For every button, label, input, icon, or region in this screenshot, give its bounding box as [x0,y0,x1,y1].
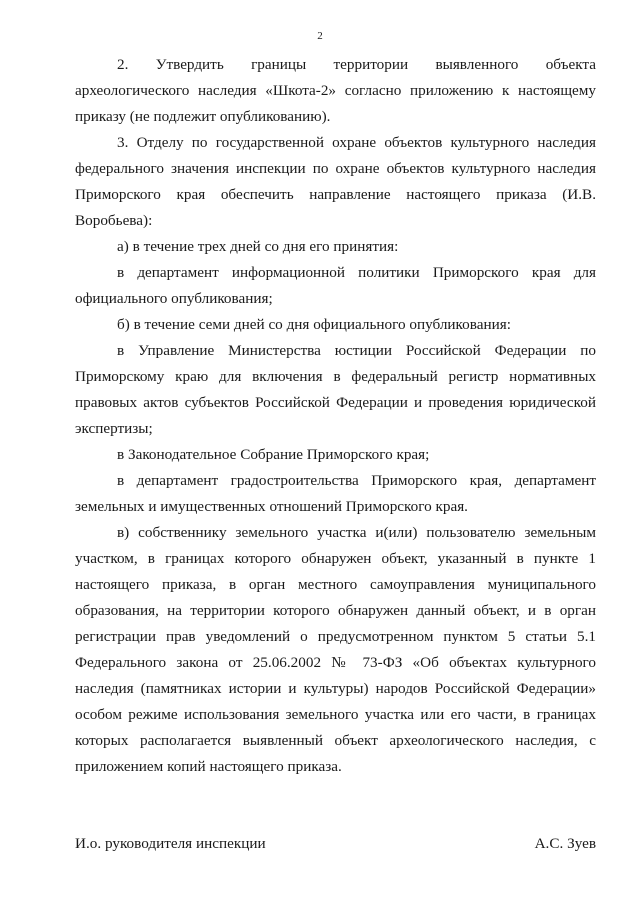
signatory-position: И.о. руководителя инспекции [75,835,266,852]
signature-block [75,831,596,857]
paragraph-item-2-borders: 2. Утвердить границы территории выявленного объекта археологического наследия «Шкота-2» согласно приложению к настоящему приказу (не подлежит опубликованию). [75,56,596,125]
paragraph-urban-planning: в департамент градостроительства Приморского края, департамент земельных и имущественных отношений Приморского края. [75,472,596,515]
signatory-name: А.С. Зуев [534,835,596,852]
document-body [75,52,596,780]
paragraph-info-policy: в департамент информационной политики Приморского края для официального опубликования; [75,264,596,307]
paragraph-subitem-a: а) в течение трех дней со дня его принятия: [117,238,399,255]
page-number: 2 [317,30,323,42]
paragraph-ministry-justice: в Управление Министерства юстиции Российской Федерации по Приморскому краю для включения в федеральный регистр нормативных правовых актов субъектов Российской Федерации и проведения юридической экспертизы; [75,342,596,437]
paragraph-legislative-assembly: в Законодательное Собрание Приморского края; [117,446,430,463]
paragraph-subitem-v: в) собственнику земельного участка и(или) пользователю земельным участком, в границах которого обнаружен объект, указанный в пункте 1 настоящего приказа, в орган местного самоуправления муниципального образования, на территории которого обнаружен данный объект, и в орган регистрации прав уведомлений о предусмотренном пунктом 5 статьи 5.1 Федерального закона от 25.06.2002 № 73-ФЗ «Об объектах культурного наследия (памятниках истории и культуры) народов Российской Федерации» особом режиме использования земельного участка или его части, в границах которых располагается выявленный объект археологического наследия, с приложением копий настоящего приказа. [75,524,596,775]
paragraph-item-3-department: 3. Отделу по государственной охране объектов культурного наследия федерального значения инспекции по охране объектов культурного наследия Приморского края обеспечить направление настоящего приказа (И.В. Воробьева): [75,134,596,229]
paragraph-subitem-b: б) в течение семи дней со дня официального опубликования: [117,316,511,333]
